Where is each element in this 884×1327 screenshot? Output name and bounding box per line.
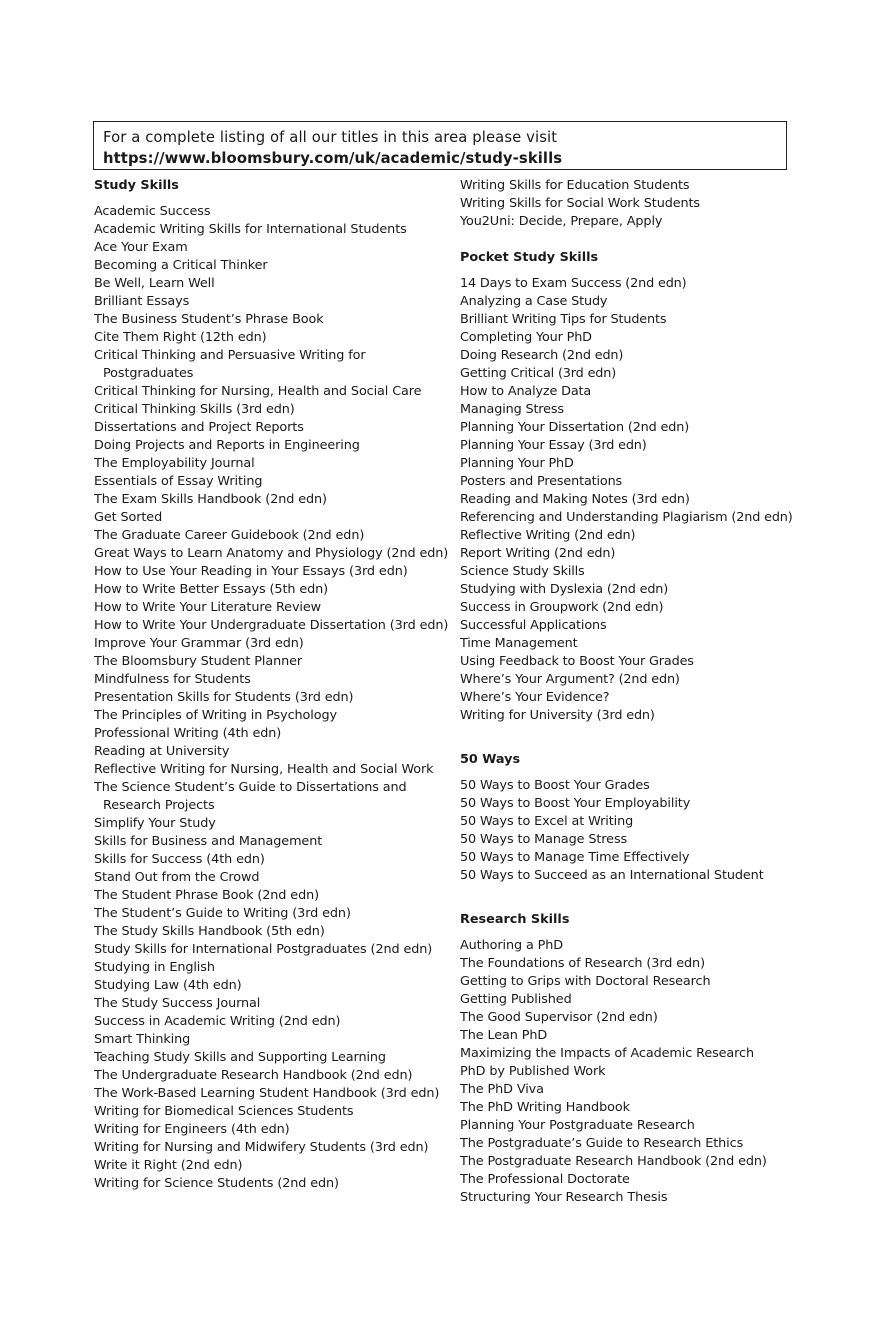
study-skills-list — [94, 203, 454, 1193]
fifty-ways-list — [460, 777, 860, 885]
right-column — [460, 177, 860, 1207]
title-item: The Bloomsbury Student Planner — [94, 654, 303, 669]
pocket-study-skills-heading: Pocket Study Skills — [460, 250, 599, 265]
title-item: How to Write Your Literature Review — [94, 600, 322, 615]
fifty-ways-section — [460, 751, 860, 885]
title-item: The PhD Writing Handbook — [460, 1100, 630, 1115]
title-item: 50 Ways to Manage Stress — [460, 832, 628, 847]
research-skills-heading: Research Skills — [460, 912, 570, 927]
title-item: Write it Right (2nd edn) — [94, 1158, 243, 1173]
title-item: Planning Your Postgraduate Research — [460, 1118, 695, 1133]
title-item: How to Analyze Data — [460, 384, 592, 399]
title-item: Time Management — [460, 636, 578, 651]
title-item: Mindfulness for Students — [94, 672, 251, 687]
title-item: The Student’s Guide to Writing (3rd edn) — [94, 906, 351, 921]
title-item: Report Writing (2nd edn) — [460, 546, 616, 561]
title-item: Reading at University — [94, 744, 230, 759]
left-column — [94, 177, 454, 1193]
title-item: The Principles of Writing in Psychology — [94, 708, 337, 723]
title-item: The PhD Viva — [460, 1082, 544, 1097]
title-item: Maximizing the Impacts of Academic Research — [460, 1046, 754, 1061]
title-item: Analyzing a Case Study — [460, 294, 608, 309]
title-item: The Undergraduate Research Handbook (2nd edn) — [94, 1068, 413, 1083]
title-item: The Foundations of Research (3rd edn) — [460, 956, 705, 971]
title-item: Brilliant Essays — [94, 294, 190, 309]
title-item: Doing Projects and Reports in Engineering — [94, 438, 360, 453]
title-item: Great Ways to Learn Anatomy and Physiology (2nd edn) — [94, 546, 449, 561]
title-item: The Study Success Journal — [94, 996, 261, 1011]
title-item: The Professional Doctorate — [460, 1172, 630, 1187]
study-skills-list-continued — [460, 177, 860, 231]
title-item: Academic Success — [94, 204, 211, 219]
title-item: The Lean PhD — [460, 1028, 548, 1043]
title-item: Writing Skills for Social Work Students — [460, 196, 700, 211]
title-item: 50 Ways to Excel at Writing — [460, 814, 634, 829]
title-item: Getting Critical (3rd edn) — [460, 366, 617, 381]
title-item: Writing for Nursing and Midwifery Students (3rd edn) — [94, 1140, 429, 1155]
title-item: Authoring a PhD — [460, 938, 564, 953]
title-item: Referencing and Understanding Plagiarism (2nd edn) — [460, 510, 793, 525]
title-item: Getting to Grips with Doctoral Research — [460, 974, 711, 989]
title-item: Success in Groupwork (2nd edn) — [460, 600, 664, 615]
listing-notice-box — [93, 121, 787, 170]
title-item: You2Uni: Decide, Prepare, Apply — [460, 214, 663, 229]
title-item: The Exam Skills Handbook (2nd edn) — [94, 492, 327, 507]
title-item: Where’s Your Argument? (2nd edn) — [460, 672, 680, 687]
title-item: Brilliant Writing Tips for Students — [460, 312, 667, 327]
pocket-study-skills-list — [460, 275, 860, 725]
title-item: 50 Ways to Manage Time Effectively — [460, 850, 690, 865]
title-item: Studying in English — [94, 960, 215, 975]
title-item: Using Feedback to Boost Your Grades — [460, 654, 694, 669]
title-item: The Science Student’s Guide to Dissertations and Research Projects — [94, 780, 411, 813]
title-item: Critical Thinking and Persuasive Writing for Postgraduates — [94, 348, 370, 381]
title-item: Reflective Writing (2nd edn) — [460, 528, 636, 543]
title-item: The Good Supervisor (2nd edn) — [460, 1010, 658, 1025]
title-item: The Student Phrase Book (2nd edn) — [94, 888, 320, 903]
title-item: Professional Writing (4th edn) — [94, 726, 282, 741]
title-item: The Graduate Career Guidebook (2nd edn) — [94, 528, 365, 543]
title-item: Study Skills for International Postgraduates (2nd edn) — [94, 942, 433, 957]
fifty-ways-heading: 50 Ways — [460, 752, 521, 767]
title-item: Writing for University (3rd edn) — [460, 708, 655, 723]
title-item: The Business Student’s Phrase Book — [94, 312, 324, 327]
title-item: Be Well, Learn Well — [94, 276, 215, 291]
title-item: Studying Law (4th edn) — [94, 978, 242, 993]
title-item: Where’s Your Evidence? — [460, 690, 610, 705]
title-item: Skills for Success (4th edn) — [94, 852, 265, 867]
title-item: Writing Skills for Education Students — [460, 178, 690, 193]
title-item: How to Write Your Undergraduate Dissertation (3rd edn) — [94, 618, 449, 633]
title-item: Smart Thinking — [94, 1032, 191, 1047]
title-item: Reflective Writing for Nursing, Health and Social Work — [94, 762, 434, 777]
title-item: Success in Academic Writing (2nd edn) — [94, 1014, 341, 1029]
title-item: Reading and Making Notes (3rd edn) — [460, 492, 690, 507]
title-item: Cite Them Right (12th edn) — [94, 330, 267, 345]
study-skills-heading: Study Skills — [94, 178, 179, 193]
title-item: Managing Stress — [460, 402, 564, 417]
title-item: Improve Your Grammar (3rd edn) — [94, 636, 304, 651]
title-item: Presentation Skills for Students (3rd edn) — [94, 690, 354, 705]
title-item: Ace Your Exam — [94, 240, 188, 255]
title-item: Simplify Your Study — [94, 816, 216, 831]
title-item: Planning Your Dissertation (2nd edn) — [460, 420, 690, 435]
title-item: Dissertations and Project Reports — [94, 420, 304, 435]
title-item: 50 Ways to Boost Your Grades — [460, 778, 650, 793]
title-item: The Work-Based Learning Student Handbook (3rd edn) — [94, 1086, 440, 1101]
title-item: 50 Ways to Boost Your Employability — [460, 796, 691, 811]
title-item: Teaching Study Skills and Supporting Learning — [94, 1050, 386, 1065]
title-item: Successful Applications — [460, 618, 607, 633]
title-item: How to Write Better Essays (5th edn) — [94, 582, 329, 597]
title-item: Skills for Business and Management — [94, 834, 323, 849]
title-item: Posters and Presentations — [460, 474, 623, 489]
title-item: Writing for Biomedical Sciences Students — [94, 1104, 354, 1119]
title-item: Getting Published — [460, 992, 572, 1007]
title-item: Studying with Dyslexia (2nd edn) — [460, 582, 669, 597]
title-item: 14 Days to Exam Success (2nd edn) — [460, 276, 687, 291]
title-item: Critical Thinking Skills (3rd edn) — [94, 402, 295, 417]
title-item: Get Sorted — [94, 510, 163, 525]
pocket-study-skills-section — [460, 249, 860, 725]
title-item: PhD by Published Work — [460, 1064, 606, 1079]
title-item: Planning Your PhD — [460, 456, 574, 471]
title-item: Academic Writing Skills for International Students — [94, 222, 407, 237]
research-skills-list — [460, 937, 860, 1207]
title-item: Doing Research (2nd edn) — [460, 348, 624, 363]
title-item: Becoming a Critical Thinker — [94, 258, 268, 273]
title-item: Planning Your Essay (3rd edn) — [460, 438, 647, 453]
title-item: Completing Your PhD — [460, 330, 592, 345]
title-item: The Postgraduate’s Guide to Research Ethics — [460, 1136, 744, 1151]
title-item: The Postgraduate Research Handbook (2nd edn) — [460, 1154, 767, 1169]
title-item: The Employability Journal — [94, 456, 255, 471]
title-item: Writing for Engineers (4th edn) — [94, 1122, 290, 1137]
title-item: 50 Ways to Succeed as an International Student — [460, 868, 764, 883]
title-item: Stand Out from the Crowd — [94, 870, 260, 885]
title-item: Writing for Science Students (2nd edn) — [94, 1176, 339, 1191]
title-item: Essentials of Essay Writing — [94, 474, 263, 489]
title-item: Science Study Skills — [460, 564, 585, 579]
study-skills-section — [94, 177, 454, 1193]
study-skills-url[interactable]: https://www.bloomsbury.com/uk/academic/study-skills — [103, 150, 563, 167]
research-skills-section — [460, 911, 860, 1207]
notice-text: For a complete listing of all our titles in this area please visit — [103, 129, 558, 146]
title-item: Critical Thinking for Nursing, Health and Social Care — [94, 384, 422, 399]
title-item: Structuring Your Research Thesis — [460, 1190, 668, 1205]
title-item: How to Use Your Reading in Your Essays (3rd edn) — [94, 564, 408, 579]
title-item: The Study Skills Handbook (5th edn) — [94, 924, 325, 939]
